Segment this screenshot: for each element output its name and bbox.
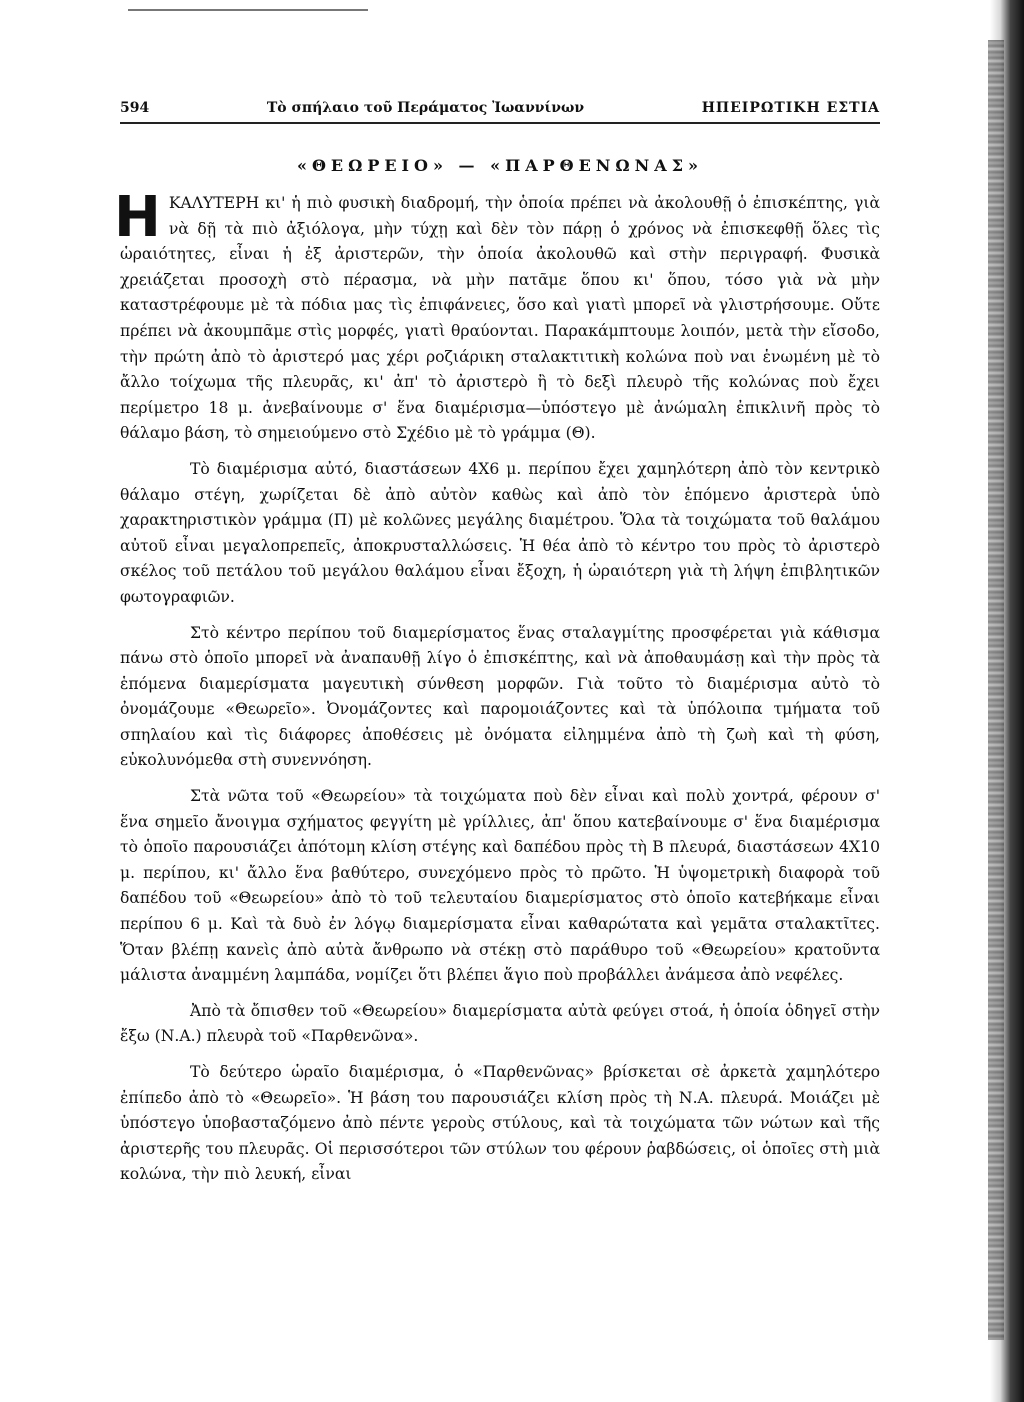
paragraph-text: ΚΑΛΥΤΕΡΗ κι' ἡ πιὸ φυσικὴ διαδρομή, τὴν ὁποία πρέπει νὰ ἀκολουθῇ ὁ ἐπισκέπτης, γιὰ νὰ δῇ τὰ πιὸ ἀξιόλογα, μὴν τύχῃ καὶ δὲν τὸν πάρῃ ὁ χρόνος νὰ ἐπισκεφθῇ ὅλες τὶς ὡραιότητες, εἶναι ἡ ἐξ ἀριστερῶν, τὴν ὁποία ἀκολουθῶ καὶ στὴν περιγραφή. Φυσικὰ χρειάζεται προσοχὴ στὸ πέρασμα, νὰ μὴν πατᾶμε ὅπου κι' ὅπου, τόσο γιὰ νὰ μὴν καταστρέφουμε μὲ τὰ πόδια μας τὶς ἐπιφάνειες, ὅσο καὶ γιατὶ μπορεῖ νὰ γλιστρήσουμε. Οὔτε πρέπει νὰ ἀκουμπᾶμε στὶς μορφές, γιατὶ θραύονται. Παρακάμπτουμε λοιπόν, μετὰ τὴν εἴσοδο, τὴν πρώτη ἀπὸ τὸ ἀριστερό μας χέρι ροζιάρικη σταλακτιτικὴ κολώνα ποὺ ναι ἑνωμένη μὲ τὸ ἄλλο τοίχωμα τῆς πλευρᾶς, κι' ἀπ' τὸ ἀριστερὸ ἢ τὸ δεξὶ πλευρὸ τῆς κολώνας ποὺ ἔχει περίμετρο 18 μ. ἀνεβαίνουμε σ' ἕνα διαμέρισμα—ὑπόστεγο μὲ ἀνώμαλη ἐπικλινῆ πρὸς τὸ θάλαμο βάση, τὸ σημειούμενο στὸ Σχέδιο μὲ τὸ γράμμα (Θ).: [120, 194, 880, 443]
scan-binding-texture: [988, 40, 1004, 1340]
page-header: [120, 100, 880, 124]
paragraph-2: Τὸ διαμέρισμα αὐτό, διαστάσεων 4Χ6 μ. περίπου ἔχει χαμηλότερη ἀπὸ τὸν κεντρικὸ θάλαμο στέγη, χωρίζεται δὲ ἀπὸ αὐτὸν καθὼς καὶ ἀπὸ τὸν ἑπόμενο ἀριστερὰ ὑπὸ χαρακτηριστικὸν γράμμα (Π) μὲ κολῶνες μεγάλης διαμέτρου. Ὅλα τὰ τοιχώματα τοῦ θαλάμου αὐτοῦ εἶναι μεγαλοπρεπεῖς, ἀποκρυσταλλώσεις. Ἡ θέα ἀπὸ τὸ κέντρο του πρὸς τὸ ἀριστερὸ σκέλος τοῦ πετάλου τοῦ μεγάλου θαλάμου εἶναι ἔξοχη, ἡ ὡραιότερη γιὰ τὴ λήψη ἐπιβλητικῶν φωτογραφιῶν.: [120, 459, 880, 606]
book-page: [114, 100, 880, 1198]
page-number: 594: [120, 100, 150, 116]
paragraph-4: Στὰ νῶτα τοῦ «Θεωρείου» τὰ τοιχώματα ποὺ δὲν εἶναι καὶ πολὺ χοντρά, φέρουν σ' ἕνα σημεῖο ἄνοιγμα σχήματος φεγγίτη μὲ γρίλλιες, ἀπ' ὅπου κατεβαίνουμε σ' ἕνα διαμέρισμα τὸ ὁποῖο παρουσιάζει ἀπότομη κλίση στέγης καὶ δαπέδου πρὸς τὴ Β πλευρά, διαστάσεων 4Χ10 μ. περίπου, κι' ἄλλο ἕνα βαθύτερο, συνεχόμενο πρὸς τὸ πρῶτο. Ἡ ὑψομετρικὴ διαφορὰ τοῦ δαπέδου τοῦ «Θεωρείου» ἀπὸ τὸ τοῦ τελευταίου διαμερίσματος στὸ ὁποῖο κατεβήκαμε εἶναι περίπου 6 μ. Καὶ τὰ δυὸ ἐν λόγῳ διαμερίσματα εἶναι καθαρώτατα καὶ γεμᾶτα σταλακτῖτες. Ὅταν βλέπῃ κανεὶς ἀπὸ αὐτὰ ἄνθρωπο νὰ στέκῃ στὸ παράθυρο τοῦ «Θεωρείου» κρατοῦντα μάλιστα ἀναμμένη λαμπάδα, νομίζει ὅτι βλέπει ἅγιο ποὺ προβάλλει ἀνάμεσα ἀπὸ νεφέλες.: [120, 787, 880, 985]
drop-cap: Η: [114, 185, 161, 250]
paragraph-1: [114, 185, 880, 447]
running-title: Τὸ σπήλαιο τοῦ Περάματος Ἰωαννίνων: [266, 100, 585, 116]
paragraph-3: Στὸ κέντρο περίπου τοῦ διαμερίσματος ἕνας σταλαγμίτης προσφέρεται γιὰ κάθισμα πάνω στὸ ὁποῖο μπορεῖ νὰ ἀναπαυθῇ λίγο ὁ ἐπισκέπτης, καὶ νὰ ἀποθαυμάσῃ καὶ τὴν πρὸς τὰ ἑπόμενα διαμερίσματα μαγευτικὴ σύνθεση μορφῶν. Γιὰ τοῦτο τὸ διαμέρισμα αὐτὸ τὸ ὀνομάζουμε «Θεωρεῖο». Ὀνομάζοντες καὶ παρομοιάζοντες καὶ τὰ ὑπόλοιπα τμήματα τοῦ σπηλαίου καὶ τὶς διάφορες ἀποθέσεις μὲ ὀνόματα εἰλημμένα ἀπὸ τὴ ζωὴ καὶ τὴ φύση, εὐκολυνόμεθα στὴ συνεννόηση.: [120, 623, 880, 770]
paragraph-5: Ἀπὸ τὰ ὄπισθεν τοῦ «Θεωρείου» διαμερίσματα αὐτὰ φεύγει στοά, ἡ ὁποία ὁδηγεῖ στὴν ἔξω (Ν.Α.) πλευρὰ τοῦ «Παρθενῶνα».: [120, 1001, 880, 1046]
section-title: «ΘΕΩΡΕΙΟ» — «ΠΑΡΘΕΝΩΝΑΣ»: [296, 156, 704, 175]
journal-name: ΗΠΕΙΡΩΤΙΚΗ ΕΣΤΙΑ: [701, 100, 880, 116]
article-body: [114, 185, 880, 1188]
paragraph-6: Τὸ δεύτερο ὡραῖο διαμέρισμα, ὁ «Παρθενῶνας» βρίσκεται σὲ ἀρκετὰ χαμηλότερο ἐπίπεδο ἀπὸ τὸ «Θεωρεῖο». Ἡ βάση του παρουσιάζει κλίση πρὸς τὴ Ν.Α. πλευρά. Μοιάζει μὲ ὑπόστεγο ὑποβασταζόμενο ἀπὸ πέντε γεροὺς στύλους, καὶ τὰ τοιχώματα τῶν νώτων καὶ τῆς ἀριστερῆς του πλευρᾶς. Οἱ περισσότεροι τῶν στύλων του φέρουν ῥαβδώσεις, οἱ ὁποῖες στὴ μιὰ κολώνα, τὴν πιὸ λευκή, εἶναι: [120, 1063, 880, 1184]
scan-top-rule: [128, 9, 368, 11]
